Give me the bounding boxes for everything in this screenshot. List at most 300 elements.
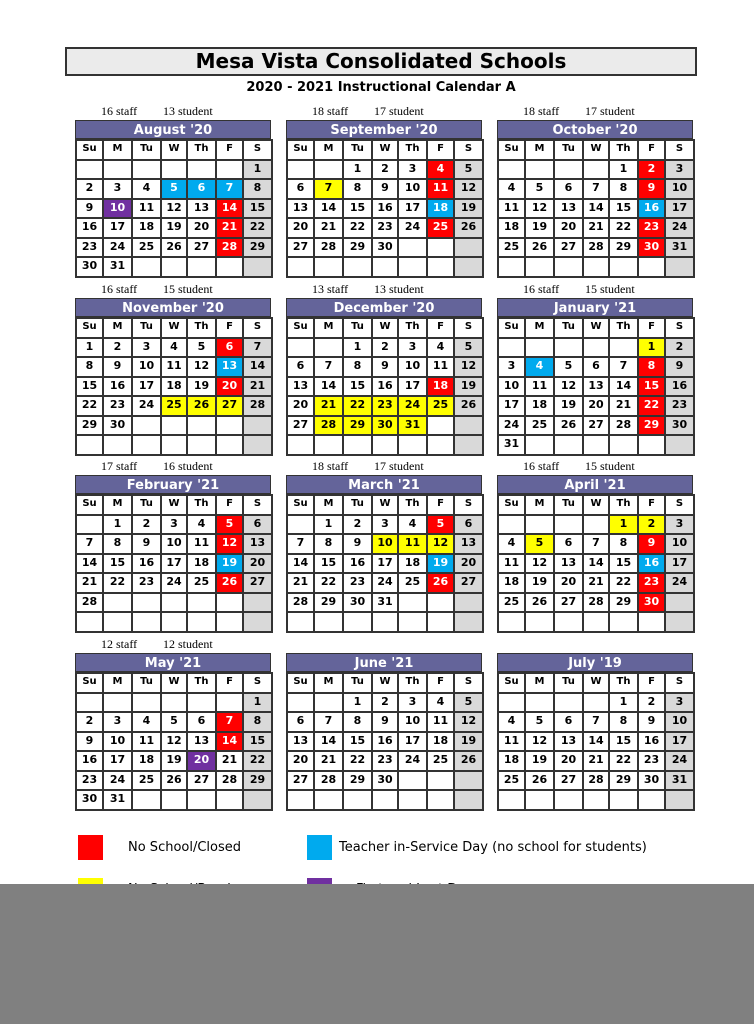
empty-cell bbox=[428, 258, 455, 278]
day-cell: 23 bbox=[77, 239, 104, 259]
empty-cell bbox=[499, 516, 526, 536]
empty-cell bbox=[526, 436, 555, 456]
day-of-week-header: W bbox=[584, 319, 610, 339]
day-cell: 26 bbox=[455, 219, 484, 239]
empty-cell bbox=[217, 436, 244, 456]
day-cell: 10 bbox=[104, 733, 133, 753]
day-cell: 3 bbox=[499, 358, 526, 378]
day-cell: 13 bbox=[555, 200, 584, 220]
day-cell: 29 bbox=[77, 417, 104, 437]
empty-cell bbox=[188, 161, 217, 181]
empty-cell bbox=[639, 436, 666, 456]
day-cell: 22 bbox=[610, 219, 639, 239]
empty-cell bbox=[315, 613, 344, 633]
day-cell: 31 bbox=[104, 258, 133, 278]
empty-cell bbox=[499, 161, 526, 181]
day-of-week-header: W bbox=[584, 496, 610, 516]
day-cell: 14 bbox=[244, 358, 273, 378]
day-cell: 27 bbox=[188, 772, 217, 792]
day-cell: 1 bbox=[610, 161, 639, 181]
empty-cell bbox=[428, 772, 455, 792]
empty-cell bbox=[666, 594, 695, 614]
day-cell: 4 bbox=[133, 713, 162, 733]
day-cell: 9 bbox=[373, 358, 399, 378]
day-cell: 17 bbox=[666, 733, 695, 753]
empty-cell bbox=[639, 613, 666, 633]
month-header: August '20 bbox=[75, 120, 271, 139]
empty-cell bbox=[344, 791, 373, 811]
day-cell: 13 bbox=[584, 378, 610, 398]
empty-cell bbox=[77, 613, 104, 633]
day-cell: 3 bbox=[666, 516, 695, 536]
day-cell: 21 bbox=[217, 752, 244, 772]
day-cell: 21 bbox=[584, 219, 610, 239]
day-cell: 21 bbox=[77, 574, 104, 594]
day-cell: 26 bbox=[526, 239, 555, 259]
day-of-week-header: Tu bbox=[133, 141, 162, 161]
day-cell: 14 bbox=[315, 733, 344, 753]
day-cell: 6 bbox=[288, 180, 315, 200]
day-cell: 27 bbox=[584, 417, 610, 437]
day-cell: 23 bbox=[77, 772, 104, 792]
day-cell: 3 bbox=[399, 161, 428, 181]
day-cell: 22 bbox=[344, 219, 373, 239]
day-of-week-header: Th bbox=[399, 674, 428, 694]
empty-cell bbox=[584, 791, 610, 811]
empty-cell bbox=[77, 161, 104, 181]
day-cell: 8 bbox=[315, 535, 344, 555]
day-cell: 6 bbox=[217, 339, 244, 359]
day-cell: 18 bbox=[133, 219, 162, 239]
day-cell: 13 bbox=[288, 378, 315, 398]
day-of-week-header: M bbox=[104, 674, 133, 694]
day-cell: 4 bbox=[162, 339, 188, 359]
day-cell: 27 bbox=[244, 574, 273, 594]
day-cell: 9 bbox=[344, 535, 373, 555]
day-of-week-header: S bbox=[666, 674, 695, 694]
day-cell: 14 bbox=[217, 200, 244, 220]
day-cell: 4 bbox=[428, 161, 455, 181]
empty-cell bbox=[526, 791, 555, 811]
day-cell: 3 bbox=[666, 694, 695, 714]
day-of-week-header: F bbox=[428, 141, 455, 161]
day-of-week-header: M bbox=[104, 141, 133, 161]
day-cell: 14 bbox=[584, 555, 610, 575]
day-cell: 30 bbox=[666, 417, 695, 437]
day-cell: 4 bbox=[526, 358, 555, 378]
day-cell: 7 bbox=[315, 358, 344, 378]
empty-cell bbox=[217, 694, 244, 714]
day-cell: 16 bbox=[373, 733, 399, 753]
day-cell: 6 bbox=[584, 358, 610, 378]
day-cell: 21 bbox=[315, 397, 344, 417]
day-cell: 11 bbox=[428, 180, 455, 200]
empty-cell bbox=[428, 791, 455, 811]
day-cell: 7 bbox=[244, 339, 273, 359]
day-cell: 13 bbox=[188, 200, 217, 220]
empty-cell bbox=[77, 694, 104, 714]
staff-count: 16 staff bbox=[101, 282, 138, 296]
day-cell: 31 bbox=[666, 239, 695, 259]
day-cell: 12 bbox=[555, 378, 584, 398]
day-cell: 28 bbox=[315, 417, 344, 437]
day-cell: 17 bbox=[104, 752, 133, 772]
day-cell: 30 bbox=[639, 594, 666, 614]
empty-cell bbox=[217, 613, 244, 633]
day-cell: 20 bbox=[455, 555, 484, 575]
month-grid bbox=[75, 672, 273, 811]
day-cell: 2 bbox=[77, 713, 104, 733]
day-cell: 27 bbox=[288, 417, 315, 437]
empty-cell bbox=[428, 436, 455, 456]
day-cell: 8 bbox=[344, 180, 373, 200]
day-cell: 5 bbox=[428, 516, 455, 536]
day-of-week-header: Tu bbox=[555, 141, 584, 161]
day-of-week-header: Su bbox=[77, 319, 104, 339]
day-cell: 10 bbox=[399, 713, 428, 733]
empty-cell bbox=[288, 436, 315, 456]
day-of-week-header: Tu bbox=[555, 496, 584, 516]
empty-cell bbox=[526, 516, 555, 536]
day-cell: 22 bbox=[610, 574, 639, 594]
day-of-week-header: M bbox=[526, 319, 555, 339]
day-cell: 16 bbox=[133, 555, 162, 575]
empty-cell bbox=[188, 258, 217, 278]
day-cell: 1 bbox=[344, 339, 373, 359]
day-of-week-header: Su bbox=[499, 496, 526, 516]
day-cell: 2 bbox=[133, 516, 162, 536]
day-cell: 23 bbox=[639, 574, 666, 594]
day-cell: 29 bbox=[610, 772, 639, 792]
day-of-week-header: Tu bbox=[344, 319, 373, 339]
empty-cell bbox=[315, 339, 344, 359]
day-cell: 17 bbox=[666, 200, 695, 220]
day-of-week-header: S bbox=[244, 319, 273, 339]
day-cell: 25 bbox=[133, 239, 162, 259]
day-cell: 9 bbox=[373, 180, 399, 200]
empty-cell bbox=[610, 339, 639, 359]
day-cell: 29 bbox=[639, 417, 666, 437]
day-of-week-header: Su bbox=[499, 319, 526, 339]
day-cell: 3 bbox=[373, 516, 399, 536]
day-cell: 3 bbox=[666, 161, 695, 181]
day-cell: 8 bbox=[104, 535, 133, 555]
day-cell: 10 bbox=[133, 358, 162, 378]
legend-in-service: Teacher in-Service Day (no school for students) bbox=[339, 840, 647, 855]
day-of-week-header: F bbox=[639, 674, 666, 694]
day-cell: 19 bbox=[555, 397, 584, 417]
student-count: 15 student bbox=[585, 282, 635, 296]
empty-cell bbox=[455, 417, 484, 437]
day-cell: 12 bbox=[428, 535, 455, 555]
month-calendar bbox=[286, 120, 482, 276]
day-cell: 7 bbox=[77, 535, 104, 555]
day-cell: 8 bbox=[244, 180, 273, 200]
day-cell: 11 bbox=[133, 733, 162, 753]
day-cell: 24 bbox=[373, 574, 399, 594]
day-cell: 20 bbox=[584, 397, 610, 417]
day-cell: 25 bbox=[428, 219, 455, 239]
month-header: February '21 bbox=[75, 475, 271, 494]
day-cell: 8 bbox=[610, 535, 639, 555]
day-cell: 29 bbox=[344, 772, 373, 792]
day-cell: 9 bbox=[639, 180, 666, 200]
day-cell: 3 bbox=[133, 339, 162, 359]
day-of-week-header: S bbox=[455, 496, 484, 516]
day-of-week-header: F bbox=[639, 496, 666, 516]
empty-cell bbox=[344, 258, 373, 278]
empty-cell bbox=[555, 339, 584, 359]
day-cell: 7 bbox=[315, 713, 344, 733]
day-cell: 23 bbox=[639, 752, 666, 772]
month-header: October '20 bbox=[497, 120, 693, 139]
day-cell: 21 bbox=[315, 219, 344, 239]
day-cell: 28 bbox=[315, 772, 344, 792]
day-cell: 7 bbox=[584, 180, 610, 200]
empty-cell bbox=[666, 791, 695, 811]
day-cell: 1 bbox=[610, 694, 639, 714]
staff-count: 18 staff bbox=[523, 104, 560, 118]
day-cell: 3 bbox=[162, 516, 188, 536]
empty-cell bbox=[162, 436, 188, 456]
empty-cell bbox=[217, 417, 244, 437]
empty-cell bbox=[288, 161, 315, 181]
day-cell: 8 bbox=[639, 358, 666, 378]
day-cell: 18 bbox=[133, 752, 162, 772]
day-of-week-header: F bbox=[428, 674, 455, 694]
day-of-week-header: Th bbox=[610, 496, 639, 516]
empty-cell bbox=[77, 516, 104, 536]
day-cell: 13 bbox=[217, 358, 244, 378]
day-cell: 13 bbox=[555, 733, 584, 753]
day-cell: 26 bbox=[188, 397, 217, 417]
day-cell: 20 bbox=[555, 752, 584, 772]
empty-cell bbox=[639, 258, 666, 278]
day-cell: 5 bbox=[455, 161, 484, 181]
day-of-week-header: S bbox=[455, 674, 484, 694]
day-cell: 10 bbox=[399, 358, 428, 378]
day-cell: 26 bbox=[455, 397, 484, 417]
empty-cell bbox=[373, 436, 399, 456]
day-cell: 14 bbox=[288, 555, 315, 575]
day-cell: 31 bbox=[373, 594, 399, 614]
student-count: 15 student bbox=[585, 459, 635, 473]
day-of-week-header: W bbox=[162, 496, 188, 516]
day-of-week-header: Su bbox=[77, 496, 104, 516]
day-cell: 31 bbox=[399, 417, 428, 437]
day-cell: 13 bbox=[555, 555, 584, 575]
empty-cell bbox=[428, 417, 455, 437]
day-cell: 14 bbox=[77, 555, 104, 575]
day-cell: 17 bbox=[373, 555, 399, 575]
day-cell: 31 bbox=[104, 791, 133, 811]
day-of-week-header: S bbox=[666, 496, 695, 516]
day-cell: 15 bbox=[244, 200, 273, 220]
day-of-week-header: Tu bbox=[133, 496, 162, 516]
empty-cell bbox=[188, 436, 217, 456]
empty-cell bbox=[104, 694, 133, 714]
day-cell: 6 bbox=[555, 180, 584, 200]
day-cell: 2 bbox=[639, 516, 666, 536]
day-cell: 17 bbox=[399, 378, 428, 398]
day-cell: 14 bbox=[584, 733, 610, 753]
day-cell: 24 bbox=[666, 752, 695, 772]
day-cell: 20 bbox=[288, 397, 315, 417]
empty-cell bbox=[104, 436, 133, 456]
day-cell: 15 bbox=[610, 555, 639, 575]
day-cell: 29 bbox=[244, 239, 273, 259]
day-cell: 7 bbox=[288, 535, 315, 555]
empty-cell bbox=[133, 417, 162, 437]
staff-count: 16 staff bbox=[523, 459, 560, 473]
empty-cell bbox=[162, 791, 188, 811]
day-cell: 30 bbox=[104, 417, 133, 437]
day-cell: 25 bbox=[526, 417, 555, 437]
day-cell: 1 bbox=[77, 339, 104, 359]
day-cell: 27 bbox=[555, 594, 584, 614]
day-cell: 11 bbox=[526, 378, 555, 398]
day-cell: 5 bbox=[555, 358, 584, 378]
day-cell: 26 bbox=[162, 239, 188, 259]
student-count: 13 student bbox=[374, 282, 424, 296]
page-title: Mesa Vista Consolidated Schools bbox=[65, 47, 697, 76]
day-cell: 21 bbox=[217, 219, 244, 239]
day-cell: 11 bbox=[188, 535, 217, 555]
day-cell: 8 bbox=[610, 713, 639, 733]
day-cell: 23 bbox=[104, 397, 133, 417]
day-cell: 20 bbox=[288, 219, 315, 239]
empty-cell bbox=[244, 258, 273, 278]
day-cell: 20 bbox=[217, 378, 244, 398]
empty-cell bbox=[584, 694, 610, 714]
day-of-week-header: M bbox=[315, 496, 344, 516]
empty-cell bbox=[188, 613, 217, 633]
day-cell: 4 bbox=[399, 516, 428, 536]
day-cell: 26 bbox=[162, 772, 188, 792]
day-cell: 18 bbox=[428, 733, 455, 753]
empty-cell bbox=[399, 594, 428, 614]
day-cell: 5 bbox=[526, 535, 555, 555]
student-count: 15 student bbox=[163, 282, 213, 296]
day-cell: 29 bbox=[344, 417, 373, 437]
day-cell: 17 bbox=[666, 555, 695, 575]
day-cell: 16 bbox=[666, 378, 695, 398]
month-header: July '19 bbox=[497, 653, 693, 672]
day-cell: 26 bbox=[217, 574, 244, 594]
day-cell: 13 bbox=[288, 200, 315, 220]
in-service-swatch bbox=[307, 835, 332, 860]
day-cell: 10 bbox=[373, 535, 399, 555]
day-cell: 15 bbox=[639, 378, 666, 398]
empty-cell bbox=[133, 258, 162, 278]
empty-cell bbox=[499, 258, 526, 278]
day-cell: 10 bbox=[399, 180, 428, 200]
day-cell: 24 bbox=[162, 574, 188, 594]
day-of-week-header: M bbox=[526, 674, 555, 694]
day-cell: 22 bbox=[77, 397, 104, 417]
day-cell: 29 bbox=[610, 594, 639, 614]
day-cell: 27 bbox=[188, 239, 217, 259]
day-cell: 11 bbox=[399, 535, 428, 555]
day-cell: 18 bbox=[188, 555, 217, 575]
empty-cell bbox=[315, 436, 344, 456]
day-cell: 30 bbox=[344, 594, 373, 614]
day-of-week-header: Tu bbox=[133, 674, 162, 694]
day-cell: 16 bbox=[639, 555, 666, 575]
staff-count: 18 staff bbox=[312, 104, 349, 118]
empty-cell bbox=[288, 516, 315, 536]
day-cell: 18 bbox=[399, 555, 428, 575]
day-cell: 16 bbox=[639, 733, 666, 753]
month-grid bbox=[497, 494, 695, 633]
day-cell: 31 bbox=[666, 772, 695, 792]
day-cell: 6 bbox=[244, 516, 273, 536]
day-cell: 24 bbox=[499, 417, 526, 437]
empty-cell bbox=[315, 791, 344, 811]
month-grid bbox=[286, 672, 484, 811]
day-cell: 15 bbox=[77, 378, 104, 398]
month-grid bbox=[286, 317, 484, 456]
month-header: June '21 bbox=[286, 653, 482, 672]
day-cell: 21 bbox=[315, 752, 344, 772]
empty-cell bbox=[584, 436, 610, 456]
day-cell: 12 bbox=[526, 200, 555, 220]
day-cell: 22 bbox=[244, 752, 273, 772]
day-of-week-header: Th bbox=[610, 674, 639, 694]
day-cell: 31 bbox=[499, 436, 526, 456]
day-of-week-header: W bbox=[584, 674, 610, 694]
empty-cell bbox=[188, 417, 217, 437]
day-of-week-header: F bbox=[639, 319, 666, 339]
day-cell: 7 bbox=[584, 535, 610, 555]
empty-cell bbox=[455, 239, 484, 259]
empty-cell bbox=[428, 594, 455, 614]
day-cell: 20 bbox=[288, 752, 315, 772]
empty-cell bbox=[133, 613, 162, 633]
day-cell: 28 bbox=[217, 239, 244, 259]
day-cell: 6 bbox=[288, 358, 315, 378]
empty-cell bbox=[133, 694, 162, 714]
day-of-week-header: W bbox=[162, 141, 188, 161]
month-calendar bbox=[497, 298, 693, 454]
month-calendar bbox=[286, 653, 482, 809]
day-cell: 25 bbox=[399, 574, 428, 594]
day-of-week-header: M bbox=[315, 674, 344, 694]
day-cell: 25 bbox=[499, 772, 526, 792]
day-cell: 18 bbox=[428, 378, 455, 398]
student-count: 16 student bbox=[163, 459, 213, 473]
day-cell: 30 bbox=[373, 772, 399, 792]
day-of-week-header: Tu bbox=[133, 319, 162, 339]
day-cell: 19 bbox=[455, 733, 484, 753]
day-cell: 7 bbox=[610, 358, 639, 378]
day-cell: 28 bbox=[244, 397, 273, 417]
day-cell: 26 bbox=[526, 594, 555, 614]
day-cell: 19 bbox=[526, 219, 555, 239]
day-cell: 21 bbox=[584, 574, 610, 594]
day-cell: 9 bbox=[639, 535, 666, 555]
day-cell: 2 bbox=[77, 180, 104, 200]
day-cell: 16 bbox=[77, 219, 104, 239]
day-cell: 23 bbox=[133, 574, 162, 594]
day-cell: 16 bbox=[373, 378, 399, 398]
staff-count: 16 staff bbox=[523, 282, 560, 296]
month-grid bbox=[286, 139, 484, 278]
day-cell: 6 bbox=[288, 713, 315, 733]
day-cell: 18 bbox=[526, 397, 555, 417]
staff-count: 17 staff bbox=[101, 459, 138, 473]
day-of-week-header: Su bbox=[288, 674, 315, 694]
